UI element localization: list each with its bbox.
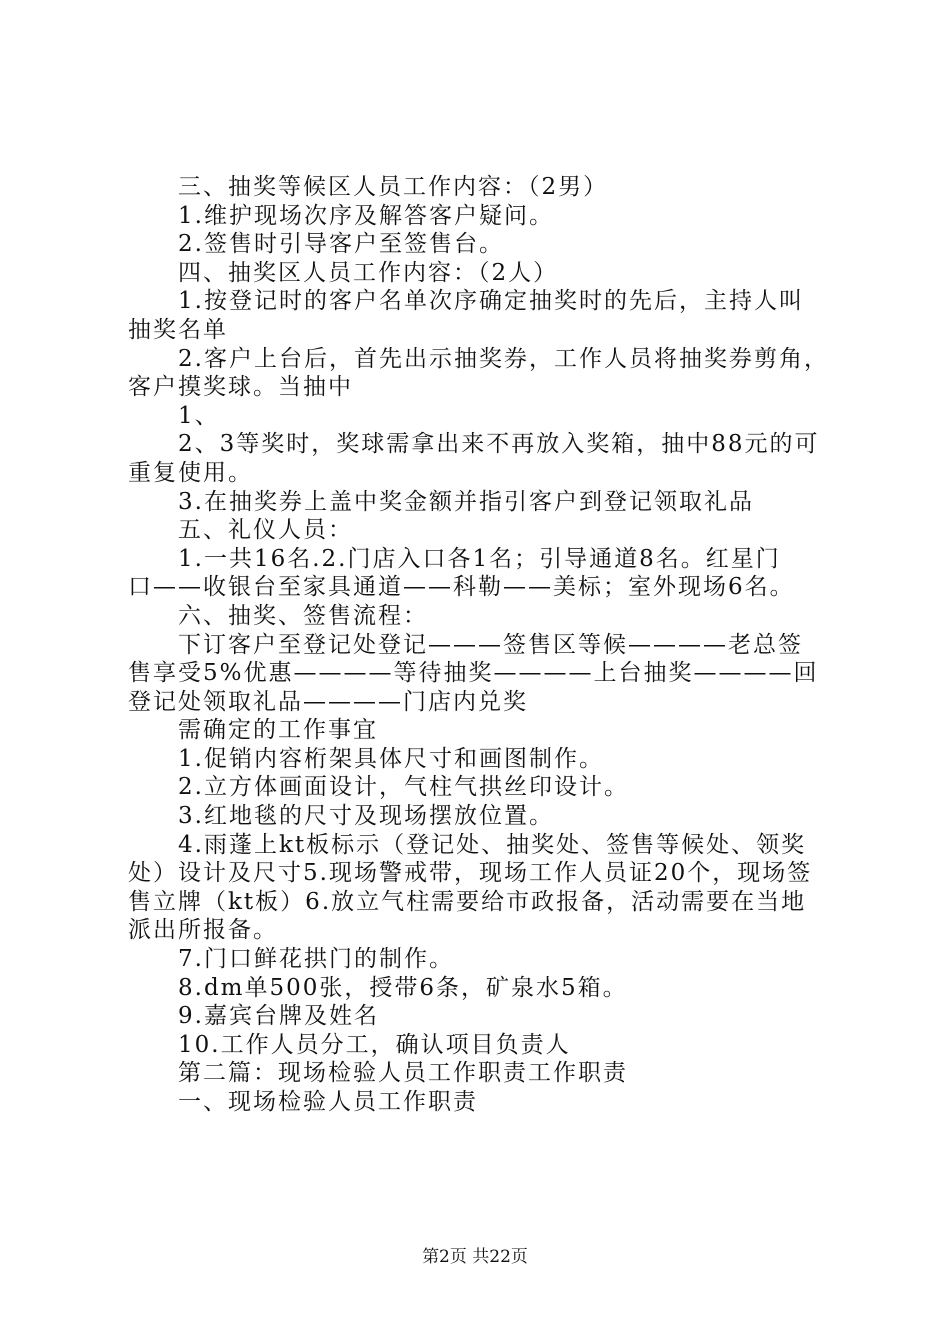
list-item: 10.工作人员分工，确认项目负责人 [178,1031,571,1058]
section-heading: 六、抽奖、签售流程： [178,602,428,629]
list-item: 9.嘉宾台牌及姓名 [178,1003,379,1030]
list-item-continuation: 口——收银台至家具通道——科勒——美标；室外现场6名。 [128,574,795,601]
list-item-continuation: 抽奖名单 [128,316,228,343]
list-item: 1.按登记时的客户名单次序确定抽奖时的先后，主持人叫 [178,288,804,315]
list-item-continuation: 售立牌（kt板）6.放立气柱需要给市政报备，活动需要在当地 [128,888,807,915]
list-item: 2.签售时引导客户至签售台。 [178,231,504,258]
list-item: 8.dm单500张，授带6条，矿泉水5箱。 [178,974,628,1001]
section-heading: 三、抽奖等候区人员工作内容：（2男） [178,174,609,200]
list-item-continuation: 重复使用。 [128,459,253,486]
paragraph-continuation: 登记处领取礼品————门店内兑奖 [128,688,528,715]
section-heading: 一、现场检验人员工作职责 [178,1089,478,1115]
list-item-continuation: 客户摸奖球。当抽中 [128,374,353,401]
list-item: 1.促销内容桁架具体尺寸和画图制作。 [178,745,604,772]
list-item: 1、 [178,402,220,429]
paragraph: 下订客户至登记处登记———签售区等候————老总签 [178,631,803,658]
list-item-continuation: 处）设计及尺寸5.现场警戒带，现场工作人员证20个，现场签 [128,860,813,887]
document-body [128,173,834,1117]
list-item: 2.立方体画面设计，气柱气拱丝印设计。 [178,774,629,801]
list-item: 3.在抽奖券上盖中奖金额并指引客户到登记领取礼品 [178,488,754,515]
list-item: 4.雨蓬上kt板标示（登记处、抽奖处、签售等候处、领奖 [178,831,807,858]
list-item: 1.一共16名.2.门店入口各1名；引导通道8名。红星门 [178,545,781,572]
paragraph-continuation: 售享受5%优惠————等待抽奖————上台抽奖————回 [128,660,819,687]
section-heading: 四、抽奖区人员工作内容：（2人） [178,259,559,286]
list-item: 2、3等奖时，奖球需拿出来不再放入奖箱，抽中88元的可 [178,431,820,458]
section-heading: 需确定的工作事宜 [178,717,378,744]
list-item: 2.客户上台后，首先出示抽奖券，工作人员将抽奖券剪角， [178,345,829,372]
chapter-heading: 第二篇：现场检验人员工作职责工作职责 [178,1060,628,1087]
list-item: 1.维护现场次序及解答客户疑问。 [178,202,554,229]
page-number-footer: 第2页 共22页 [422,1247,528,1267]
list-item: 3.红地毯的尺寸及现场摆放位置。 [178,803,554,830]
section-heading: 五、礼仪人员： [178,517,353,544]
list-item: 7.门口鲜花拱门的制作。 [178,946,454,973]
list-item-continuation: 派出所报备。 [128,917,278,944]
